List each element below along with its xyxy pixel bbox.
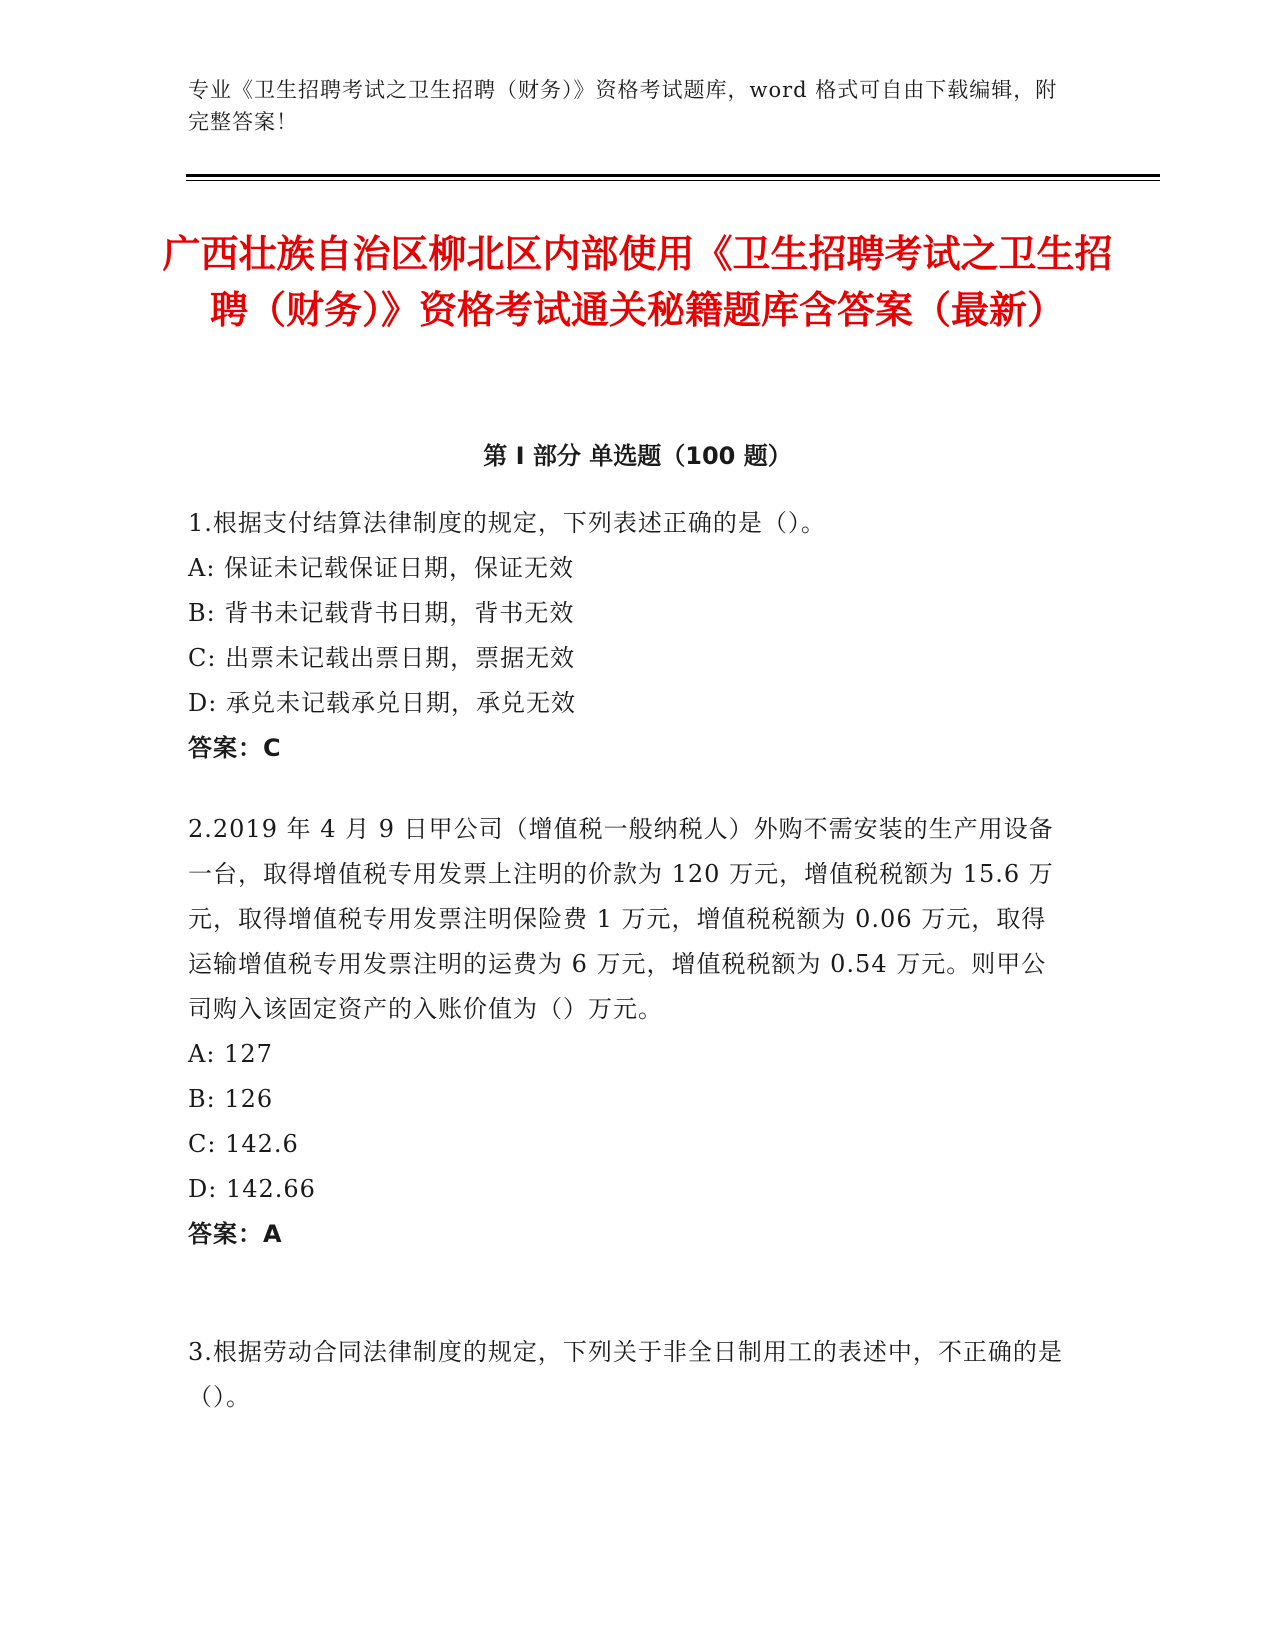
section-title: 第 I 部分 单选题（100 题） [483, 442, 792, 470]
option-a: A: 保证未记载保证日期，保证无效 [188, 554, 575, 582]
question-text: 2.2019 年 4 月 9 日甲公司（增值税一般纳税人）外购不需安装的生产用设备一台，取得增值税专用发票上注明的价款为 120 万元，增值税税额为 15.6 万元，取得增值税专用发票注明保险费 1 万元，增值税税额为 0.06 万元，取得运输增值税专用发票注明的运费为 6 万元，增值税税额为 0.54 万元。则甲公司购入该固定资产的入账价值为（）万元。 [188, 815, 1054, 1023]
question-1 [188, 501, 1068, 771]
question-3 [188, 1330, 1068, 1420]
option-d: D: 142.66 [188, 1175, 316, 1203]
header-note: 专业《卫生招聘考试之卫生招聘（财务）》资格考试题库，word 格式可自由下载编辑，附完整答案！ [188, 78, 1058, 134]
question-text: 3.根据劳动合同法律制度的规定，下列关于非全日制用工的表述中，不正确的是（）。 [188, 1338, 1063, 1411]
option-b: B: 背书未记载背书日期，背书无效 [188, 599, 575, 627]
question-2 [188, 807, 1068, 1257]
option-a: A: 127 [188, 1040, 273, 1068]
option-b: B: 126 [188, 1085, 274, 1113]
question-text: 1.根据支付结算法律制度的规定，下列表述正确的是（）。 [188, 509, 826, 537]
document-title: 广西壮族自治区柳北区内部使用《卫生招聘考试之卫生招聘（财务）》资格考试通关秘籍题库含答案（最新） [162, 232, 1113, 332]
header-divider-thin [186, 180, 1160, 181]
answer-line: 答案：A [188, 1220, 283, 1248]
answer-line: 答案：C [188, 734, 282, 762]
option-d: D: 承兑未记载承兑日期，承兑无效 [188, 689, 576, 717]
option-c: C: 142.6 [188, 1130, 299, 1158]
header-divider-thick [186, 174, 1160, 177]
option-c: C: 出票未记载出票日期，票据无效 [188, 644, 576, 672]
